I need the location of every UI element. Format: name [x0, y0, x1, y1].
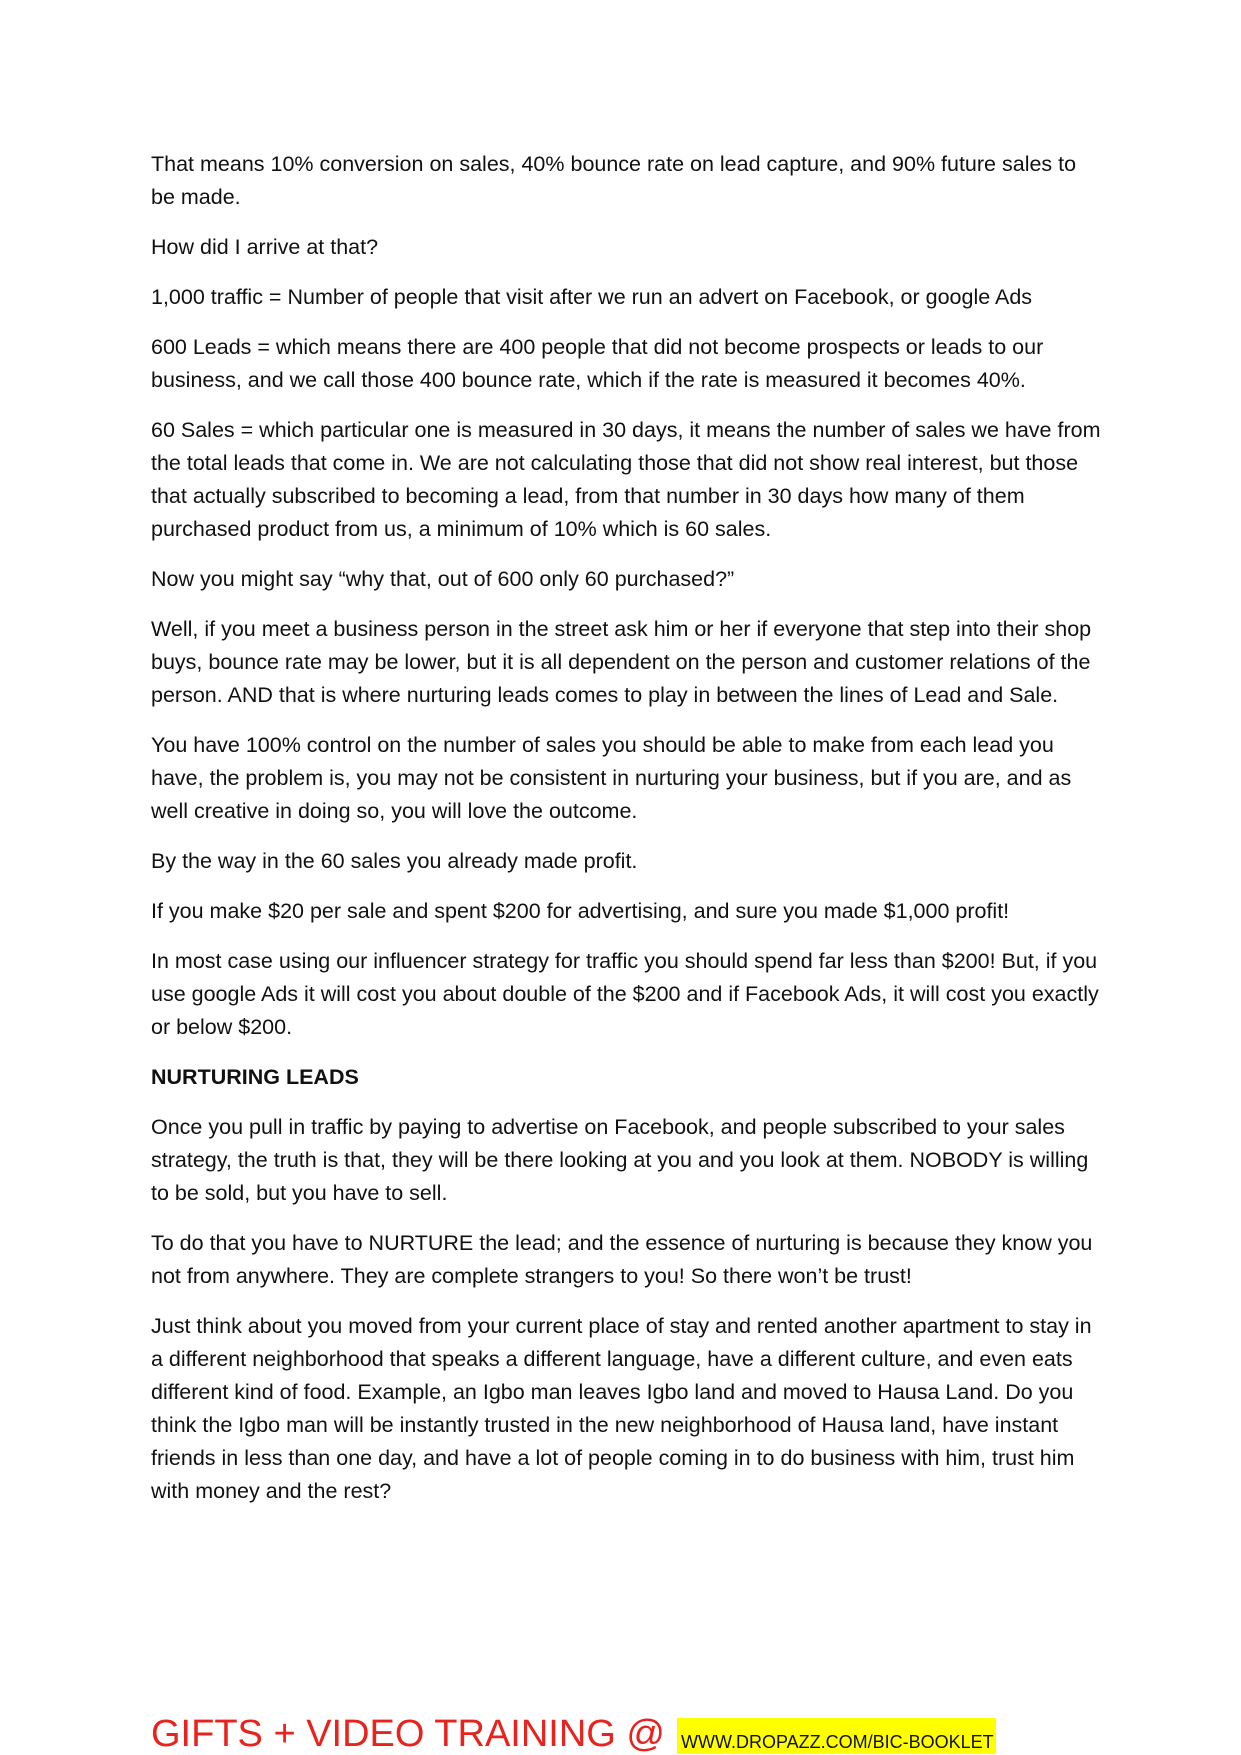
paragraph-profit-example: If you make $20 per sale and spent $200 for advertising, and sure you made $1,000 profit! [151, 899, 1010, 923]
paragraph-profit: By the way in the 60 sales you already made profit. [151, 849, 638, 873]
footer-cta-text: GIFTS + VIDEO TRAINING @ [151, 1713, 666, 1755]
paragraph-objection: Now you might say “why that, out of 600 only 60 purchased?” [151, 567, 735, 591]
paragraph-nurture: To do that you have to NURTURE the lead; and the essence of nurturing is because they know you not from anywhere. They are complete strangers to you! So there won’t be trust! [151, 1231, 1093, 1288]
paragraph-business-person: Well, if you meet a business person in the street ask him or her if everyone that step into their shop buys, bounce rate may be lower, but it is all dependent on the person and customer relations of the person. AND that is where nurturing leads comes to play in between the lines of Lead and Sale. [151, 617, 1092, 707]
paragraph-ad-cost: In most case using our influencer strategy for traffic you should spend far less than $200! But, if you use google Ads it will cost you about double of the $200 and if Facebook Ads, it will cost you exactly or below $200. [151, 949, 1099, 1039]
paragraph-sales: 60 Sales = which particular one is measured in 30 days, it means the number of sales we have from the total leads that come in. We are not calculating those that did not show real interest, but those that actually subscribed to becoming a lead, from that number in 30 days how many of them purchased product from us, a minimum of 10% which is 60 sales. [151, 418, 1101, 541]
paragraph-traffic: 1,000 traffic = Number of people that visit after we run an advert on Facebook, or google Ads [151, 285, 1033, 309]
paragraph-pull-traffic: Once you pull in traffic by paying to advertise on Facebook, and people subscribed to your sales strategy, the truth is that, they will be there looking at you and you look at them. NOBODY is willing to be sold, but you have to sell. [151, 1115, 1089, 1205]
paragraph-leads: 600 Leads = which means there are 400 people that did not become prospects or leads to our business, and we call those 400 bounce rate, which if the rate is measured it becomes 40%. [151, 335, 1044, 392]
footer-banner [151, 1714, 996, 1754]
paragraph-analogy: Just think about you moved from your current place of stay and rented another apartment to stay in a different neighborhood that speaks a different language, have a different culture, and even eats different kind of food. Example, an Igbo man leaves Igbo land and moved to Hausa Land. Do you think the Igbo man will be instantly trusted in the new neighborhood of Hausa land, have instant friends in less than one day, and have a lot of people coming in to do business with him, trust him with money and the rest? [151, 1314, 1092, 1503]
document-body [151, 148, 1101, 1525]
paragraph-control: You have 100% control on the number of sales you should be able to make from each lead you have, the problem is, you may not be consistent in nurturing your business, but if you are, and as well creative in doing so, you will love the outcome. [151, 733, 1072, 823]
paragraph-conversion-summary: That means 10% conversion on sales, 40% bounce rate on lead capture, and 90% future sales to be made. [151, 152, 1077, 209]
section-heading: NURTURING LEADS [151, 1065, 359, 1089]
footer-booklet-link[interactable]: WWW.DROPAZZ.COM/BIC-BOOKLET [677, 1718, 996, 1754]
paragraph-question: How did I arrive at that? [151, 235, 379, 259]
